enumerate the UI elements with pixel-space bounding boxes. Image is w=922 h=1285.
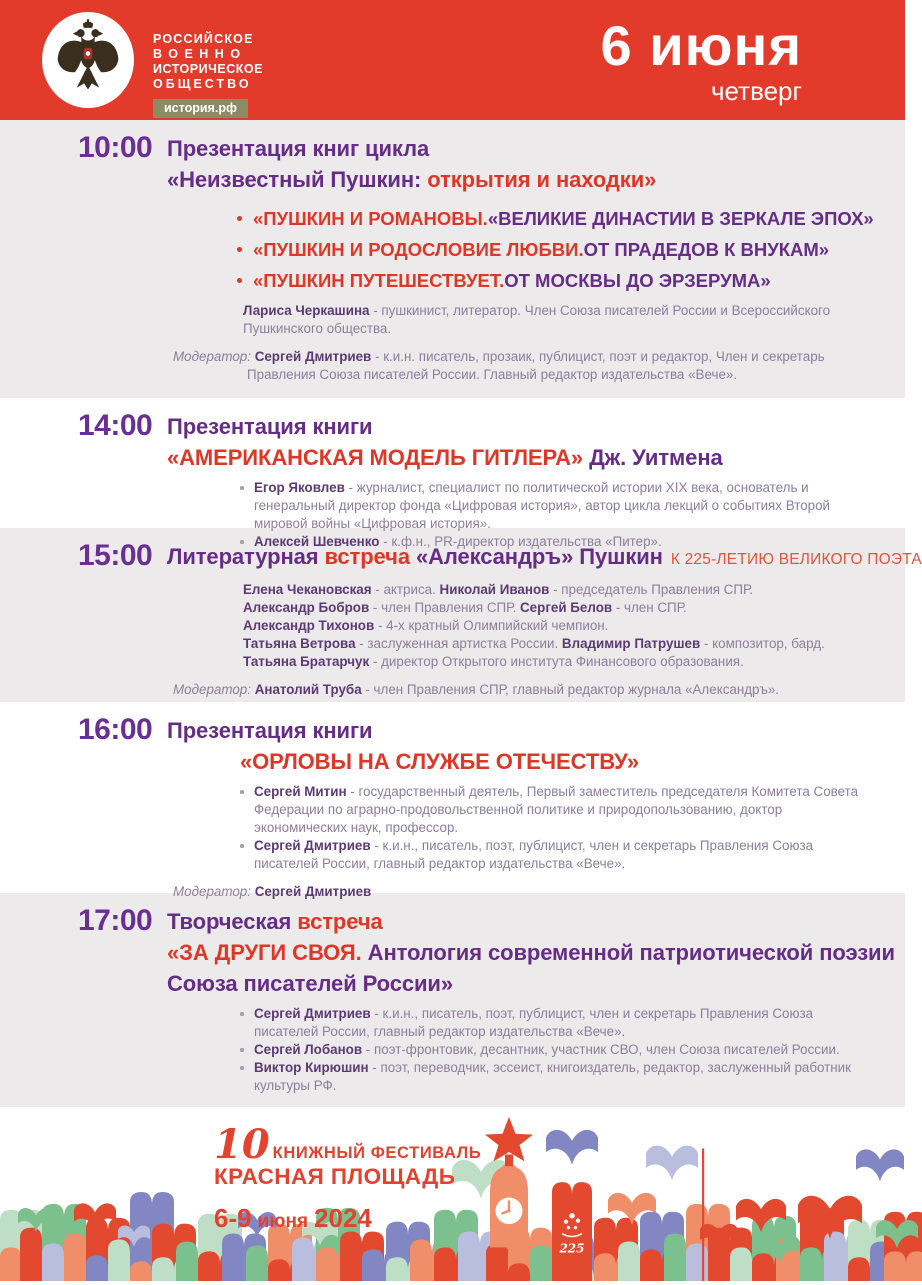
speaker-role: - директор Открытого института Финансового образования. — [369, 654, 744, 669]
title-segment: Творческая — [167, 909, 298, 934]
event-time: 10:00 — [78, 131, 153, 164]
pushkin-225-ornament — [574, 1226, 577, 1229]
event-title-line — [167, 968, 865, 999]
event-content — [167, 714, 865, 899]
speaker-item — [243, 599, 865, 617]
festival-branding — [214, 1121, 482, 1234]
speaker-item — [237, 783, 865, 837]
site-badge: история.рф — [153, 99, 248, 118]
festival-dates — [214, 1203, 481, 1234]
festival-dates-range: 6-9 — [214, 1203, 252, 1233]
title-segment: К 225-ЛЕТИЮ ВЕЛИКОГО ПОЭТА — [670, 551, 922, 568]
book-tile — [884, 1251, 922, 1281]
event-title-line — [167, 746, 865, 777]
moderator-name: Сергей Дмитриев — [254, 884, 372, 899]
festival-place: КРАСНАЯ ПЛОЩАДЬ — [214, 1164, 456, 1189]
speaker-name: Елена Чекановская — [243, 582, 372, 597]
speaker-item — [237, 479, 865, 533]
speaker-name: Сергей Дмитриев — [254, 1006, 371, 1021]
speaker-item — [237, 1005, 865, 1041]
event-title-line — [167, 715, 865, 746]
speaker-role: - председатель Правления СПР. — [549, 582, 754, 597]
moderator-role: - к.и.н. писатель, прозаик, публицист, поэт и редактор, Член и секретарь Правления Союза писателей России. Главный редактор издательства «Вече». — [247, 349, 825, 382]
festival-title: КНИЖНЫЙ ФЕСТИВАЛЬ — [272, 1144, 482, 1162]
event-17-00 — [0, 893, 905, 1107]
title-segment: «АМЕРИКАНСКАЯ МОДЕЛЬ ГИТЛЕРА» — [167, 445, 590, 470]
speaker-name: Александр Тихонов — [243, 618, 375, 633]
speaker-item — [243, 635, 865, 653]
moderator-name: Сергей Дмитриев — [254, 349, 372, 364]
event-content — [167, 905, 895, 1107]
double-eagle-icon — [49, 18, 127, 102]
speaker-name: Сергей Белов — [520, 600, 613, 615]
speaker-name: Сергей Митин — [254, 784, 347, 799]
bullet-icon — [237, 278, 242, 283]
event-title-line — [167, 937, 895, 968]
date-block — [601, 16, 802, 105]
speaker-name: Татьяна Ветрова — [243, 636, 356, 651]
pushkin-225-ornament — [569, 1213, 575, 1219]
speaker-item — [243, 617, 865, 635]
event-time: 15:00 — [78, 539, 153, 572]
festival-dates-month: июня — [257, 1211, 309, 1232]
speaker-role: - актриса. — [371, 582, 440, 597]
title-segment: открытия и находки» — [427, 167, 657, 192]
event-title-line — [167, 411, 865, 442]
bullet-icon — [237, 216, 242, 221]
speaker-role: - к.и.н., писатель, поэт, публицист, член и секретарь Правления Союза писателей России, главный редактор издательства «Вече». — [254, 1006, 814, 1039]
org-line: ИСТОРИЧЕСКОЕ — [153, 62, 263, 76]
title-segment: «ЗА ДРУГИ СВОЯ. — [167, 940, 368, 965]
speaker-role: - к.и.н., писатель, поэт, публицист, член и секретарь Правления Союза писателей России, главный редактор издательства «Вече». — [254, 838, 814, 871]
event-14-00 — [0, 398, 905, 549]
speaker-name: Алексей Шевченко — [254, 534, 380, 549]
speaker-role: - композитор, бард. — [700, 636, 825, 651]
header-banner — [0, 0, 905, 120]
speaker-item — [243, 302, 865, 338]
speaker-item — [237, 837, 865, 873]
event-weekday: четверг — [711, 76, 802, 106]
org-line: ВОЕННО — [153, 47, 247, 61]
moderator-line — [173, 681, 865, 699]
org-name — [153, 32, 263, 118]
event-content — [167, 132, 874, 398]
moderator-label: Модератор: — [173, 349, 255, 364]
event-content — [167, 410, 865, 549]
flag-pole — [702, 1149, 704, 1281]
title-segment: Союза писателей России» — [167, 971, 453, 996]
title-segment: Презентация книги — [167, 718, 373, 743]
speaker-list — [243, 302, 865, 338]
event-date: 6 июня — [600, 14, 802, 77]
speaker-role: - журналист, специалист по политической истории XIX века, основатель и генеральный директор фонда «Цифровая история», автор цикла лекций о событиях Второй мировой войны «Цифровая история». — [254, 480, 831, 531]
speaker-item — [243, 653, 865, 671]
bullet-icon — [237, 247, 242, 252]
speaker-name: Татьяна Братарчук — [243, 654, 370, 669]
event-title-line — [167, 442, 865, 473]
speaker-name: Сергей Лобанов — [254, 1042, 363, 1057]
pushkin-225-ornament — [567, 1226, 570, 1229]
speaker-item — [237, 533, 865, 551]
speaker-role: - член СПР. — [612, 600, 687, 615]
org-line: РОССИЙСКОЕ — [153, 32, 254, 46]
book-title-segment: «ПУШКИН И РОДОСЛОВИЕ ЛЮБВИ. — [253, 239, 584, 260]
title-segment: Антология современной патриотической поэзии — [367, 940, 895, 965]
event-title-line — [167, 164, 865, 195]
schedule — [0, 120, 922, 1107]
speaker-name: Александр Бобров — [243, 600, 370, 615]
speaker-role: - 4-х кратный Олимпийский чемпион. — [374, 618, 609, 633]
title-segment: встреча — [324, 544, 416, 569]
book-item — [237, 203, 874, 234]
speaker-role: - член Правления СПР. — [369, 600, 521, 615]
speaker-item — [237, 1059, 865, 1095]
title-segment: «Неизвестный Пушкин: — [167, 167, 428, 192]
org-line: ОБЩЕСТВО — [153, 77, 252, 91]
speaker-list — [243, 581, 865, 671]
title-segment: «Александръ» Пушкин — [415, 544, 663, 569]
speaker-name: Егор Яковлев — [254, 480, 345, 495]
pushkin-225-label: 225 — [559, 1241, 585, 1256]
book-title-segment: «ПУШКИН ПУТЕШЕСТВУЕТ. — [253, 270, 505, 291]
event-time: 16:00 — [78, 713, 153, 746]
book-item — [237, 234, 865, 265]
title-segment: Презентация книги — [167, 414, 373, 439]
speaker-role: - к.ф.н., PR-директор издательства «Питер». — [379, 534, 662, 549]
moderator-name: Анатолий Труба — [254, 682, 362, 697]
speaker-role: - пушкинист, литератор. Член Союза писателей России и Всероссийского Пушкинского общества. — [243, 303, 831, 336]
speaker-name: Владимир Патрушев — [561, 636, 701, 651]
event-10-00 — [0, 120, 905, 398]
title-segment: встреча — [297, 909, 383, 934]
speaker-role: - поэт-фронтовик, десантник, участник СВО, член Союза писателей России. — [362, 1042, 840, 1057]
book-title-segment: «ВЕЛИКИЕ ДИНАСТИИ В ЗЕРКАЛЕ ЭПОХ» — [487, 208, 874, 229]
book-list — [237, 203, 874, 296]
event-time: 14:00 — [78, 409, 153, 442]
speaker-list — [237, 1005, 865, 1095]
book-title-segment: ОТ ПРАДЕДОВ К ВНУКАМ» — [583, 239, 830, 260]
speaker-item — [243, 581, 865, 599]
festival-dates-year: 2024 — [314, 1203, 372, 1233]
pushkin-225-ornament — [564, 1219, 568, 1223]
speaker-name: Сергей Дмитриев — [254, 838, 371, 853]
festival-edition: 10 — [214, 1121, 270, 1168]
book-title-segment: ОТ МОСКВЫ ДО ЭРЗЕРУМА» — [504, 270, 771, 291]
star-pedestal — [505, 1154, 513, 1166]
title-segment: «ОРЛОВЫ НА СЛУЖБЕ ОТЕЧЕСТВУ» — [240, 749, 640, 774]
moderator-role: - член Правления СПР, главный редактор журнала «Александръ». — [361, 682, 780, 697]
title-segment: Дж. Уитмена — [589, 445, 723, 470]
moderator-line — [173, 883, 865, 901]
event-time: 17:00 — [78, 904, 153, 937]
open-book-glyph — [856, 1149, 904, 1181]
footer-banner — [0, 1107, 905, 1280]
rvio-logo — [42, 12, 134, 108]
speaker-role: - государственный деятель, Первый заместитель председателя Комитета Совета Федерации по аграрно-продовольственной политике и природопользованию, доктор экономических наук, профессор. — [254, 784, 859, 835]
speaker-item — [237, 1041, 865, 1059]
event-16-00 — [0, 702, 905, 899]
moderator-label: Модератор: — [173, 682, 255, 697]
open-book-glyph — [646, 1146, 698, 1181]
moderator-label: Модератор: — [173, 884, 255, 899]
speaker-role: - поэт, переводчик, эссеист, книгоиздатель, редактор, заслуженный работник культуры РФ. — [254, 1060, 852, 1093]
book-item — [237, 265, 865, 296]
event-title-line — [167, 906, 865, 937]
speaker-name: Лариса Черкашина — [243, 303, 370, 318]
book-title-segment: «ПУШКИН И РОМАНОВЫ. — [253, 208, 488, 229]
moderator-line — [173, 348, 865, 384]
speaker-role: - заслуженная артистка России. — [355, 636, 562, 651]
pushkin-225-ornament — [576, 1219, 580, 1223]
event-content — [167, 540, 922, 702]
event-title-line — [167, 133, 865, 164]
title-segment: Литературная — [167, 544, 325, 569]
title-segment: Презентация книг цикла — [167, 136, 430, 161]
clock-center — [507, 1209, 510, 1212]
speaker-name: Николай Иванов — [439, 582, 550, 597]
open-book-glyph — [546, 1130, 598, 1165]
speaker-list — [237, 479, 865, 551]
column-225 — [552, 1182, 592, 1281]
speaker-name: Виктор Кирюшин — [254, 1060, 369, 1075]
speaker-list — [237, 783, 865, 873]
event-15-00 — [0, 528, 922, 702]
